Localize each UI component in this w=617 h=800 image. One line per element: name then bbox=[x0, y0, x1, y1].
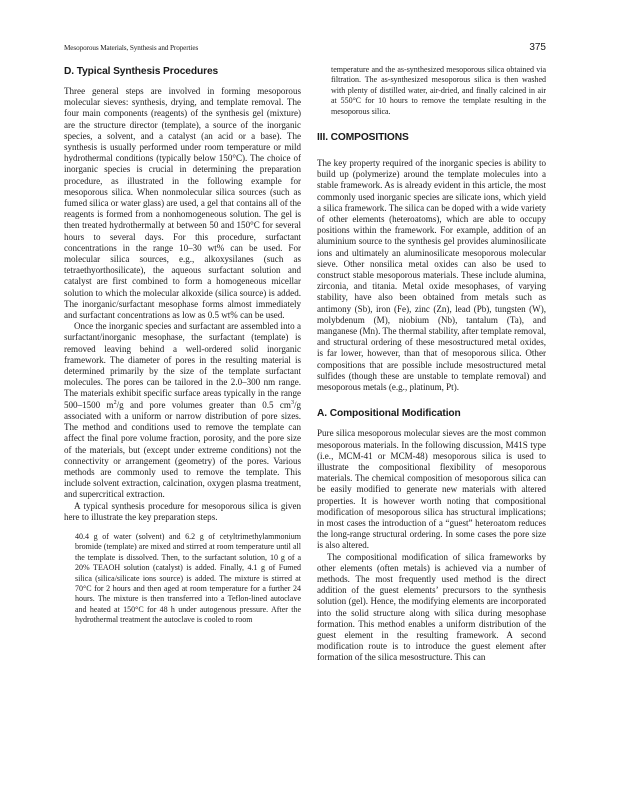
running-head-title: Mesoporous Materials, Synthesis and Properties bbox=[64, 44, 199, 52]
page-number: 375 bbox=[529, 42, 546, 53]
subsection-heading-compositional-modification: A. Compositional Modification bbox=[317, 408, 461, 420]
paragraph: A typical synthesis procedure for mesoporous silica is given here to illustrate the key preparation steps. bbox=[64, 500, 301, 522]
subsection-heading-synthesis: D. Typical Synthesis Procedures bbox=[64, 66, 219, 77]
paragraph: Once the inorganic species and surfactant are assembled into a surfactant/inorganic mesophase, the surfactant (template) is removed leaving behind a well-ordered solid inorganic framework. The diameter of pores in the resulting material is determined primarily by the size of the template surfactant molecules. The pores can be tailored in the 2.0–300 nm range. The materials exhibit specific surface areas typically in the range 500–1500 $m^2/g$ and pore volumes greater than 0.5 $cm^3/g$ associated with a uniform or narrow distribution of pore sizes. The method and conditions used to remove the template can affect the final pore volume fraction, porosity, and the pore size of the materials, but (except under extreme conditions) not the connectivity or arrangement (geometry) of the pores. Various methods are commonly used to remove the template. This include solvent extraction, calcination, oxygen plasma treatment, and supercritical extraction. bbox=[64, 321, 301, 500]
paragraph: Three general steps are involved in forming mesoporous molecular sieves: synthesis, drying, and template removal. The four main components (reagents) of the synthesis gel (mixture) are the structure director (template), a source of the inorganic species, a solvent, and a catalyst (an acid or a base). The synthesis is usually performed under room temperature or mild hydrothermal conditions (typically below 150°C). The choice of inorganic species is crucial in determining the preparation procedure, as illustrated in the following example for mesoporous silica. When nonmolecular silica sources (such as fumed silica or water glass) are used, a gel that contains all of the reagents is formed from a nonhomogeneous solution. The gel is then treated hydrothermally at between 50 and 150°C for several hours to several days. For this procedure, surfactant concentrations in the range 10–30 wt% can be used. For molecular silica sources, e.g., alkoxysilanes (such as tetraethyorthosilicate), the aqueous surfactant solution and catalyst are first combined to form a homogeneous micellar solution to which the molecular alkoxide (silica source) is added. The inorganic/surfactant mesophase forms almost immediately and surfactant concentrations as low as 0.5 wt% can be used. bbox=[64, 86, 301, 321]
right-column bbox=[317, 65, 546, 664]
paragraph: The key property required of the inorganic species is ability to build up (polymerize) around the template molecules into a stable framework. As is already evident in this article, the most commonly used inorganic species are silicate ions, which yield a silica framework. The silica can be doped with a wide variety of other elements (heteroatoms), which are able to occupy positions within the framework. For example, addition of an aluminium source to the synthesis gel provides aluminosilicate ions and ultimately an aluminosilicate mesoporous molecular sieve. Other nonsilica metal oxides can also be used to construct stable mesoporous materials. These include alumina, zirconia, and titania. Metal oxide mesophases, of varying stability, have also been obtained from metals such as antimony (Sb), iron (Fe), zinc (Zn), lead (Pb), tungsten (W), molybdenum (M), niobium (Nb), tantalum (Ta), and manganese (Mn). The thermal stability, after template removal, and structural ordering of these mesostructured metal oxides, is far lower, however, than that of mesoporous silica. Other compositions that are possible include mesostructured metal sulfides (though these are unstable to template removal) and mesoporous metals (e.g., platinum, Pt). bbox=[317, 158, 546, 393]
paragraph: Pure silica mesoporous molecular sieves are the most common mesoporous materials. In the following discussion, M41S type (i.e., MCM-41 or MCM-48) mesoporous silica is used to illustrate the compositional flexibility of mesoporous materials. The chemical composition of mesoporous silica can be easily modified to generate new materials with altered properties. It is however worth noting that compositional modification of mesoporous silica has structural implications; in most cases the introduction of a “guest” heteroatom reduces the long-range structural ordering. In some cases the pore size is also altered. bbox=[317, 428, 546, 551]
procedure-example: 40.4 g of water (solvent) and 6.2 g of cetyltrimethylammonium bromide (template) are mixed and stirred at room temperature until all the template is dissolved. Then, to the surfactant solution, 10 g of a 20% TEAOH solution (catalyst) is added. Finally, 4.1 g of Fumed silica (silica/silicate ions source) is added. The mixture is stirred at 70°C for 2 hours and then aged at room temperature for a further 24 hours. The mixture is then transferred into a Teflon-lined autoclave and heated at 150°C for 48 h under autogenous pressure. After the hydrothermal treatment the autoclave is cooled to room bbox=[75, 531, 301, 625]
section-heading-compositions: III. COMPOSITIONS bbox=[317, 132, 409, 144]
left-column bbox=[64, 66, 301, 626]
paragraph: The compositional modification of silica frameworks by other elements (often metals) is achieved via a number of methods. The most frequently used method is the direct addition of the guest elements’ precursors to the synthesis solution (gel). Hence, the modifying elements are incorporated into the solid structure along with silica during mesophase formation. This method enables a uniform distribution of the guest element in the resulting framework. A second modification route is to introduce the guest element after formation of the silica mesostructure. This can bbox=[317, 551, 546, 663]
procedure-example-continued: temperature and the as-synthesized mesoporous silica obtained via filtration. The as-synthesized mesoporous silica is then washed with plenty of distilled water, air-dried, and finally calcined in air at 550°C for 10 hours to remove the template resulting in the mesoporous silica. bbox=[331, 65, 546, 116]
running-head bbox=[64, 44, 546, 56]
